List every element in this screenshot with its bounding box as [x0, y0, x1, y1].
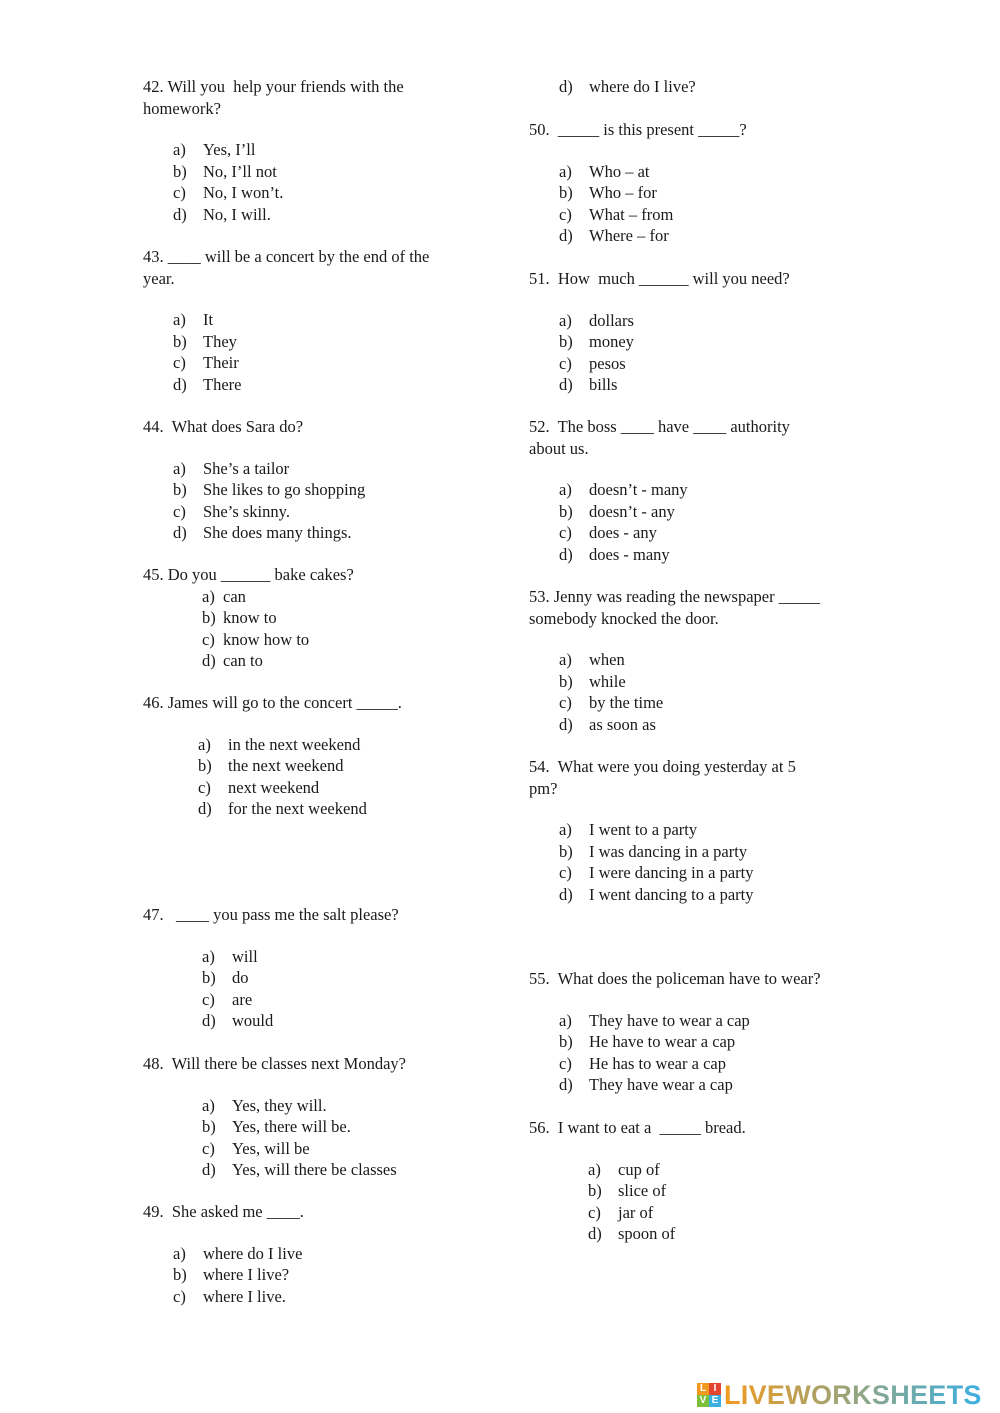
option-b[interactable]: b) He have to wear a cap [559, 1032, 736, 1051]
option-c[interactable]: c) Yes, will be [202, 1138, 310, 1158]
question-text: 55. What does the policeman have to wear? [529, 969, 821, 988]
question-text: 43. ____ will be a concert by the end of the year. [143, 247, 430, 288]
option-c[interactable]: c) by the time [559, 693, 664, 712]
option-a[interactable]: a) doesn’t - many [559, 480, 688, 499]
option-a[interactable]: a) She’s a tailor [173, 458, 290, 478]
options-list [173, 139, 404, 225]
options-list [173, 458, 365, 544]
option-d[interactable]: d) can to [202, 651, 263, 670]
option-a[interactable]: a) will [202, 946, 258, 966]
question-text: 54. What were you doing yesterday at 5 pm? [529, 757, 796, 798]
badge-letter: E [709, 1395, 721, 1407]
option-b[interactable]: b) No, I’ll not [173, 161, 277, 181]
option-c[interactable]: c) He has to wear a cap [559, 1053, 726, 1073]
option-d[interactable]: d) bills [559, 375, 618, 394]
question-45 [143, 564, 354, 672]
option-c[interactable]: c) does - any [559, 523, 657, 542]
question-55 [529, 968, 821, 1096]
badge-letter: V [697, 1395, 709, 1407]
question-43 [143, 246, 429, 395]
options-list [173, 1243, 304, 1308]
option-b[interactable]: b) doesn’t - any [559, 501, 675, 521]
option-b[interactable]: b) She likes to go shopping [173, 480, 366, 499]
option-b[interactable]: b) Yes, there will be. [202, 1117, 351, 1136]
logo-badge-icon [697, 1383, 721, 1407]
option-d[interactable]: d) There [173, 374, 242, 394]
option-d[interactable]: d) does - many [559, 544, 670, 564]
question-text: 53. Jenny was reading the newspaper _____ somebody knocked the door. [529, 587, 820, 628]
option-b[interactable]: b) the next weekend [198, 756, 344, 775]
option-c[interactable]: c) She’s skinny. [173, 501, 290, 521]
option-a[interactable]: a) dollars [559, 310, 634, 330]
options-list [559, 161, 747, 247]
option-c[interactable]: c) are [202, 989, 253, 1009]
question-text: 42. Will you help your friends with the homework? [143, 77, 404, 118]
option-c[interactable]: c) pesos [559, 353, 626, 373]
question-53 [529, 586, 820, 735]
option-a[interactable]: a) Yes, I’ll [173, 140, 256, 159]
question-text: 45. Do you ______ bake cakes? [143, 565, 354, 584]
options-list [559, 76, 696, 98]
option-d[interactable]: d) for the next weekend [198, 799, 367, 818]
options-list [559, 310, 790, 396]
question-text: 56. I want to eat a _____ bread. [529, 1118, 746, 1137]
option-b[interactable]: b) Who – for [559, 183, 657, 202]
option-a[interactable]: a) cup of [588, 1159, 660, 1179]
question-56 [529, 1117, 746, 1245]
options-list [198, 734, 402, 820]
option-d[interactable]: d) Yes, will there be classes [202, 1160, 397, 1179]
option-d[interactable]: d) Where – for [559, 226, 669, 245]
option-d[interactable]: d) where do I live? [559, 77, 696, 96]
liveworksheets-logo[interactable] [697, 1379, 982, 1411]
option-c[interactable]: c) I were dancing in a party [559, 863, 754, 882]
option-a[interactable]: a) Who – at [559, 161, 650, 181]
option-b[interactable]: b) slice of [588, 1181, 667, 1200]
option-d[interactable]: d) as soon as [559, 714, 656, 734]
question-47 [143, 904, 399, 1032]
option-b[interactable]: b) where I live? [173, 1265, 290, 1284]
question-46 [143, 692, 402, 820]
question-48 [143, 1053, 406, 1181]
option-a[interactable]: a) when [559, 650, 625, 669]
logo-text: LIVEWORKSHEETS [724, 1379, 982, 1410]
option-c[interactable]: c) know how to [202, 629, 310, 649]
option-d[interactable]: d) She does many things. [173, 523, 352, 542]
options-list [559, 479, 790, 565]
options-list [559, 649, 820, 735]
options-list [202, 946, 399, 1032]
badge-letter: I [709, 1383, 721, 1395]
option-b[interactable]: b) know to [202, 608, 277, 627]
option-a[interactable]: a) They have to wear a cap [559, 1010, 750, 1030]
option-b[interactable]: b) money [559, 332, 634, 351]
question-42 [143, 76, 404, 225]
options-list [559, 819, 796, 905]
option-a[interactable]: a) in the next weekend [198, 734, 361, 754]
option-d[interactable]: d) No, I will. [173, 204, 271, 224]
option-a[interactable]: a) I went to a party [559, 820, 698, 839]
option-a[interactable]: a) where do I live [173, 1243, 303, 1263]
option-c[interactable]: c) jar of [588, 1202, 654, 1222]
question-52 [529, 416, 790, 565]
badge-letter: L [697, 1383, 709, 1395]
options-list [202, 586, 354, 672]
question-text: 44. What does Sara do? [143, 417, 304, 436]
question-text: 50. _____ is this present _____? [529, 120, 747, 139]
options-list [588, 1159, 746, 1245]
option-a[interactable]: a) It [173, 310, 214, 329]
options-list [559, 1010, 821, 1096]
question-49 [143, 1201, 304, 1307]
question-text: 49. She asked me ____. [143, 1202, 304, 1221]
option-a[interactable]: a) Yes, they will. [202, 1095, 327, 1115]
question-49-continued [559, 76, 696, 98]
option-b[interactable]: b) while [559, 671, 626, 691]
options-list [202, 1095, 406, 1181]
options-list [173, 309, 429, 395]
option-d[interactable]: d) spoon of [588, 1224, 676, 1243]
question-text: 48. Will there be classes next Monday? [143, 1054, 406, 1073]
option-b[interactable]: b) I was dancing in a party [559, 841, 748, 861]
question-44 [143, 416, 365, 544]
option-b[interactable]: b) They [173, 331, 237, 351]
option-c[interactable]: c) Their [173, 353, 239, 372]
option-c[interactable]: c) where I live. [173, 1286, 286, 1306]
question-50 [529, 119, 747, 247]
question-text: 52. The boss ____ have ____ authority about us. [529, 417, 790, 458]
question-54 [529, 756, 796, 905]
option-d[interactable]: d) I went dancing to a party [559, 884, 754, 904]
question-text: 46. James will go to the concert _____. [143, 693, 402, 712]
option-d[interactable]: d) They have wear a cap [559, 1075, 733, 1094]
question-text: 47. ____ you pass me the salt please? [143, 905, 399, 924]
option-d[interactable]: d) would [202, 1011, 274, 1030]
question-51 [529, 268, 790, 396]
option-c[interactable]: c) What – from [559, 204, 674, 224]
option-c[interactable]: c) next weekend [198, 777, 320, 797]
option-b[interactable]: b) do [202, 968, 249, 987]
option-c[interactable]: c) No, I won’t. [173, 183, 284, 202]
option-a[interactable]: a) can [202, 586, 246, 606]
question-text: 51. How much ______ will you need? [529, 269, 790, 288]
